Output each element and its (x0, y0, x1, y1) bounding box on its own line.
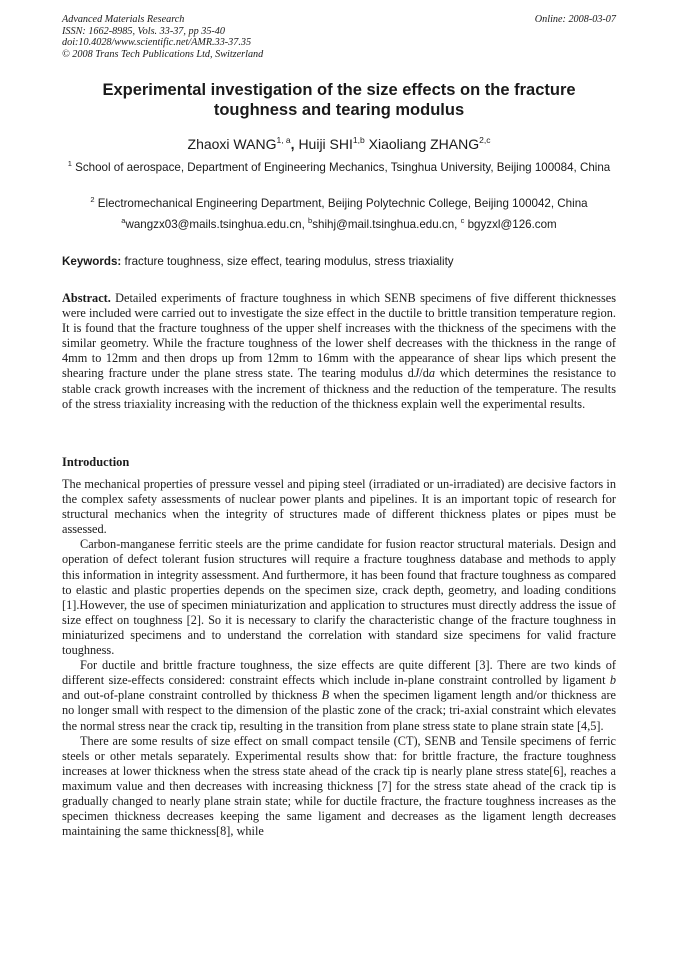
email-link[interactable]: shihj@mail.tsinghua.edu.cn, (312, 218, 458, 231)
journal-header (62, 14, 616, 60)
abstract-text: which determines the resistance to stable crack growth increases with the increment of thickness and the reduction of the temperature. The results of the stress triaxiality increasing with the reduction of the thickness explain well the experimental results. (62, 366, 616, 411)
author-list (62, 135, 616, 153)
math-symbol: b (609, 673, 616, 688)
doi-line: doi:10.4028/www.scientific.net/AMR.33-37.35 (62, 37, 252, 49)
author-superscript: 2,c (479, 135, 491, 145)
paragraph: Carbon-manganese ferritic steels are the prime candidate for fusion reactor structural materials. Design and operation of defect tolerant fusion structures will require a fracture toughness database and methods to apply this information in integrity assessment. And furthermore, it has been found that fracture toughness as compared to elastic and plastic properties depends on the specimen size, crack depth, geometry, and loading conditions [1].However, the use of specimen miniaturization and application to structures must directly address the issue of size effect on toughness [2]. So it is necessary to clarify the characteristic change of the fracture toughness in miniaturized specimens and to understand the correlation with standard size specimens for valid fracture toughness. (62, 537, 616, 658)
affiliation-2 (62, 196, 616, 212)
keywords-text: fracture toughness, size effect, tearing modulus, stress triaxiality (124, 255, 454, 268)
affiliation-marker: 1 (67, 159, 72, 168)
affiliation-text: School of aerospace, Department of Engineering Mechanics, Tsinghua University, Beijing 100084, China (75, 161, 611, 174)
email-marker: a (121, 216, 126, 225)
email-link[interactable]: bgyzxl@126.com (467, 218, 557, 231)
section-heading-introduction: Introduction (62, 455, 130, 469)
author-name: Xiaoliang ZHANG (368, 136, 480, 152)
author-separator: , (290, 136, 295, 152)
abstract (62, 291, 616, 412)
abstract-symbol: a (428, 366, 436, 381)
author-name: Huiji SHI (298, 136, 353, 152)
affiliation-marker: 2 (90, 195, 95, 204)
paragraph: The mechanical properties of pressure vessel and piping steel (irradiated or un-irradiated) are decisive factors in the complex safety assessments of nuclear power plants and pipelines. It is an important topic of research for structural mechanics when the integrity of structures made of different thickness plates or pipes must be assessed. (62, 477, 616, 537)
journal-name: Advanced Materials Research (62, 14, 185, 25)
email-link[interactable]: wangzx03@mails.tsinghua.edu.cn, (125, 218, 305, 231)
abstract-label: Abstract. (62, 291, 111, 305)
publication-info (62, 14, 616, 60)
paragraph: There are some results of size effect on small compact tensile (CT), SENB and Tensile specimens of ferric steels or other metals separately. Experimental results show that: for brittle fracture, the fracture toughness increases at lower thickness when the stress state ahead of the crack tip is nearly plane stress state[6], reaches a maximum value and then decreases with increasing thickness [7] for the stress state ahead of the crack tip is gradually changed to nearly plane strain state; while for ductile fracture, the fracture toughness increases as the specimen thickness decreases keeping the same ligament and decreases as the ligament length decreases maintaining the same thickness[8], while (62, 733, 616, 839)
affiliation-1 (62, 160, 616, 176)
abstract-text: Detailed experiments of fracture toughness in which SENB specimens of five different thicknesses were included were carried out to investigate the size effect in the ductile to brittle transition temperature region. It is found that the fracture toughness of the upper shelf increases with the thickness of the specimens with the similar geometry. While the fracture toughness of the lower shelf decreases with the thickness in the range of 4mm to 12mm and then drops up from 12mm to 16mm with the appearance of shear lips which present the shearing fracture under the plane stress state. The tearing modulus d (62, 291, 616, 381)
math-symbol: B (321, 688, 330, 703)
author-superscript: 1,b (352, 135, 365, 145)
affiliation-text: Electromechanical Engineering Department, Beijing Polytechnic College, Beijing 100042, China (97, 197, 588, 210)
email-list (62, 217, 616, 233)
abstract-text: /d (419, 366, 429, 381)
keywords (62, 254, 616, 269)
paragraph-text: For ductile and brittle fracture toughness, the size effects are quite different [3]. There are two kinds of different size-effects considered: constraint effects which include in-plane constraint controlled by ligament (62, 658, 616, 688)
author-name: Zhaoxi WANG (187, 136, 277, 152)
email-marker: b (308, 216, 313, 225)
paragraph-text: and out-of-plane constraint controlled by thickness (62, 688, 318, 703)
introduction-body (62, 477, 616, 839)
paper-title: Experimental investigation of the size effects on the fracture toughness and tearing modulus (102, 81, 576, 119)
author-superscript: 1, a (276, 135, 291, 145)
paragraph-text: when the specimen ligament length and/or thickness are no longer small with respect to the dimension of the plastic zone of the crack; tri-axial constraint which elevates the normal stress near the crack tip, resulting in the transition from plane stress state to plane strain state [4,5]. (62, 688, 616, 733)
abstract-symbol: J (413, 366, 420, 381)
email-marker: c (460, 216, 465, 225)
copyright-line: © 2008 Trans Tech Publications Ltd, Switzerland (62, 48, 264, 60)
keywords-label: Keywords: (62, 255, 122, 268)
online-date: Online: 2008-03-07 (534, 14, 616, 25)
paragraph (62, 658, 616, 733)
issn-line: ISSN: 1662-8985, Vols. 33-37, pp 35-40 (62, 25, 225, 37)
